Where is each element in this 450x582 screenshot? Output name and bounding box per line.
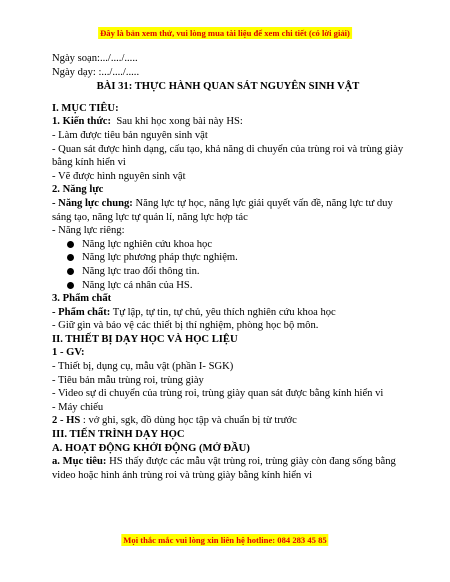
bullet-icon xyxy=(67,282,74,289)
activity-a-goal-text: HS thấy được các mẫu vật trùng roi, trùng giày còn đang sống bằng video hoặc hình ảnh trùng roi và trùng giày bằng kính hiển vi xyxy=(52,456,396,481)
student-label: 2 - HS xyxy=(52,415,81,427)
list-item xyxy=(52,265,404,279)
quality-text: Tự lập, tự tin, tự chủ, yêu thích nghiên cứu khoa học xyxy=(112,306,336,318)
knowledge-item: - Vẽ được hình nguyên sinh vật xyxy=(52,170,186,182)
teacher-item: - Máy chiếu xyxy=(52,401,104,413)
quality-heading: 3. Phẩm chất xyxy=(52,293,112,305)
date-taught: Ngày dạy: :.../..../..... xyxy=(52,66,140,78)
list-item-text: Năng lực trao đổi thông tin. xyxy=(82,265,200,277)
section-process-heading: III. TIẾN TRÌNH DẠY HỌC xyxy=(52,429,185,441)
student-text: : vở ghi, sgk, đồ dùng học tập và chuẩn bị từ trước xyxy=(82,415,297,427)
quality-item: - Giữ gìn và bảo vệ các thiết bị thí nghiệm, phòng học bộ môn. xyxy=(52,320,319,332)
teacher-label: 1 - GV: xyxy=(52,347,85,359)
section-equipment-heading: II. THIẾT BỊ DẠY HỌC VÀ HỌC LIỆU xyxy=(52,333,238,345)
specific-competency-list xyxy=(52,238,404,292)
knowledge-item: - Làm được tiêu bản nguyên sinh vật xyxy=(52,129,208,141)
quality-label: - Phẩm chất: xyxy=(52,306,111,318)
teacher-item: - Thiết bị, dụng cụ, mẫu vật (phần I- SGK) xyxy=(52,361,234,373)
knowledge-line xyxy=(52,115,404,129)
competency-heading: 2. Năng lực xyxy=(52,184,104,196)
bottom-hotline-banner: Mọi thắc mắc vui lòng xin liên hệ hotline: 084 283 45 85 xyxy=(123,535,327,545)
document-body xyxy=(52,52,404,482)
activity-a-goal-label: a. Mục tiêu: xyxy=(52,456,107,468)
knowledge-text: Sau khi học xong bài này HS: xyxy=(116,116,243,128)
general-competency xyxy=(52,197,404,224)
list-item-text: Năng lực phương pháp thực nghiệm. xyxy=(82,252,238,264)
knowledge-label: 1. Kiến thức: xyxy=(52,116,112,128)
list-item xyxy=(52,279,404,293)
teacher-item: - Video sự di chuyển của trùng roi, trùng giày quan sát được bằng kính hiển vi xyxy=(52,388,384,400)
general-competency-label: - Năng lực chung: xyxy=(52,197,133,209)
activity-a-goal xyxy=(52,455,404,482)
general-competency-text: Năng lực tự học, năng lực giải quyết vấn đề, năng lực tư duy sáng tạo, năng lực tự quản lí, năng lực hợp tác xyxy=(52,197,393,223)
quality-line xyxy=(52,306,404,320)
date-prepared: Ngày soạn:.../..../..... xyxy=(52,53,138,64)
bullet-icon xyxy=(67,268,74,275)
knowledge-item: - Quan sát được hình dạng, cấu tạo, khả năng di chuyển của trùng roi và trùng giày bằng kính hiển vi xyxy=(52,143,404,169)
activity-a-heading: A. HOẠT ĐỘNG KHỞI ĐỘNG (MỞ ĐẦU) xyxy=(52,442,250,454)
bullet-icon xyxy=(67,254,74,261)
specific-competency-label: - Năng lực riêng: xyxy=(52,225,125,237)
lesson-title: BÀI 31: THỰC HÀNH QUAN SÁT NGUYÊN SINH VẬT xyxy=(96,81,360,93)
list-item-text: Năng lực cá nhân của HS. xyxy=(82,279,193,291)
list-item xyxy=(52,251,404,265)
teacher-item: - Tiêu bản mẫu trùng roi, trùng giày xyxy=(52,374,204,386)
top-preview-banner: Đây là bản xem thử, vui lòng mua tài liệu để xem chi tiết (có lời giải) xyxy=(100,28,350,38)
bullet-icon xyxy=(67,241,74,248)
list-item-text: Năng lực nghiên cứu khoa học xyxy=(82,238,213,250)
section-objectives-heading: I. MỤC TIÊU: xyxy=(52,102,119,114)
student-line xyxy=(52,414,404,428)
list-item xyxy=(52,238,404,252)
